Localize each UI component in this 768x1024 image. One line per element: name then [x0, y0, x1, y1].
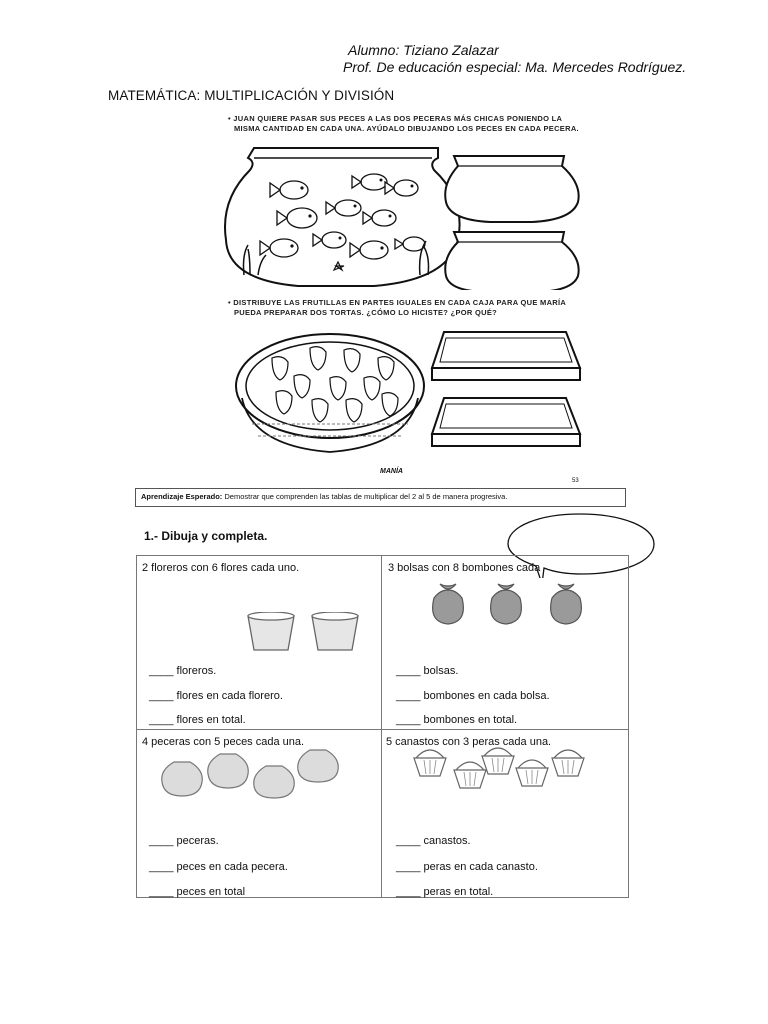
page-title: MATEMÁTICA: MULTIPLICACIÓN Y DIVISIÓN: [108, 88, 395, 103]
fish-instruction-line-1: • JUAN QUIERE PASAR SUS PECES A LAS DOS PECERAS MÁS CHICAS PONIENDO LA: [228, 114, 563, 123]
cell-1-title: 2 floreros con 6 flores cada uno.: [142, 562, 300, 574]
cell-3-title: 4 peceras con 5 peces cada una.: [142, 736, 305, 748]
fish-instruction-line-2: MISMA CANTIDAD EN CADA UNA. AYÚDALO DIBUJANDO LOS PECES EN CADA PECERA.: [234, 124, 579, 133]
teacher-name: Prof. De educación especial: Ma. Mercedes Rodríguez.: [343, 59, 687, 75]
worksheet-illustration: [180, 110, 600, 490]
fish-instruction: [228, 114, 588, 134]
brand-logo: MANÍA: [380, 468, 403, 475]
cell-2-title: 3 bolsas con 8 bombones cada: [388, 562, 541, 574]
cell-1-line-1: ____ floreros.: [149, 665, 217, 677]
fruit-instruction-line-1: • DISTRIBUYE LAS FRUTILLAS EN PARTES IGUALES EN CADA CAJA PARA QUE MARÍA: [228, 298, 567, 307]
student-name: Alumno: Tiziano Zalazar: [348, 42, 499, 58]
flower-pots-drawing: [246, 612, 366, 654]
candy-bags-drawing: [426, 578, 596, 626]
cell-4-title: 5 canastos con 3 peras cada una.: [386, 736, 552, 748]
page-number: 53: [572, 478, 579, 484]
exercise-heading: 1.- Dibuja y completa.: [144, 529, 268, 543]
cell-4-line-3: ____ peras en total.: [396, 886, 494, 898]
grid-divider-vertical: [381, 555, 382, 898]
cell-4-line-2: ____ peras en cada canasto.: [396, 861, 538, 873]
cell-4-line-1: ____ canastos.: [396, 835, 471, 847]
fish-bowls-drawing: [224, 140, 604, 290]
cell-3-line-3: ____ peces en total: [149, 886, 246, 898]
cell-1-line-3: ____ flores en total.: [149, 714, 246, 726]
cell-3-line-2: ____ peces en cada pecera.: [149, 861, 288, 873]
cell-3-line-1: ____ peceras.: [149, 835, 219, 847]
baskets-drawing: [410, 744, 600, 802]
learning-goal-label: Aprendizaje Esperado:: [141, 492, 223, 501]
learning-goal-text: Demostrar que comprenden las tablas de multiplicar del 2 al 5 de manera progresiva.: [222, 492, 508, 501]
cell-2-line-2: ____ bombones en cada bolsa.: [396, 690, 550, 702]
fruit-instruction: [228, 298, 588, 318]
cell-1-line-2: ____ flores en cada florero.: [149, 690, 283, 702]
fruit-instruction-line-2: PUEDA PREPARAR DOS TORTAS. ¿CÓMO LO HICISTE? ¿POR QUÉ?: [234, 308, 498, 317]
cell-2-line-3: ____ bombones en total.: [396, 714, 518, 726]
cell-2-line-1: ____ bolsas.: [396, 665, 459, 677]
strawberry-basket-drawing: [232, 328, 592, 458]
learning-goal-box: [135, 488, 626, 507]
grid-divider-horizontal: [136, 729, 629, 730]
fishbowls-drawing: [160, 744, 350, 800]
